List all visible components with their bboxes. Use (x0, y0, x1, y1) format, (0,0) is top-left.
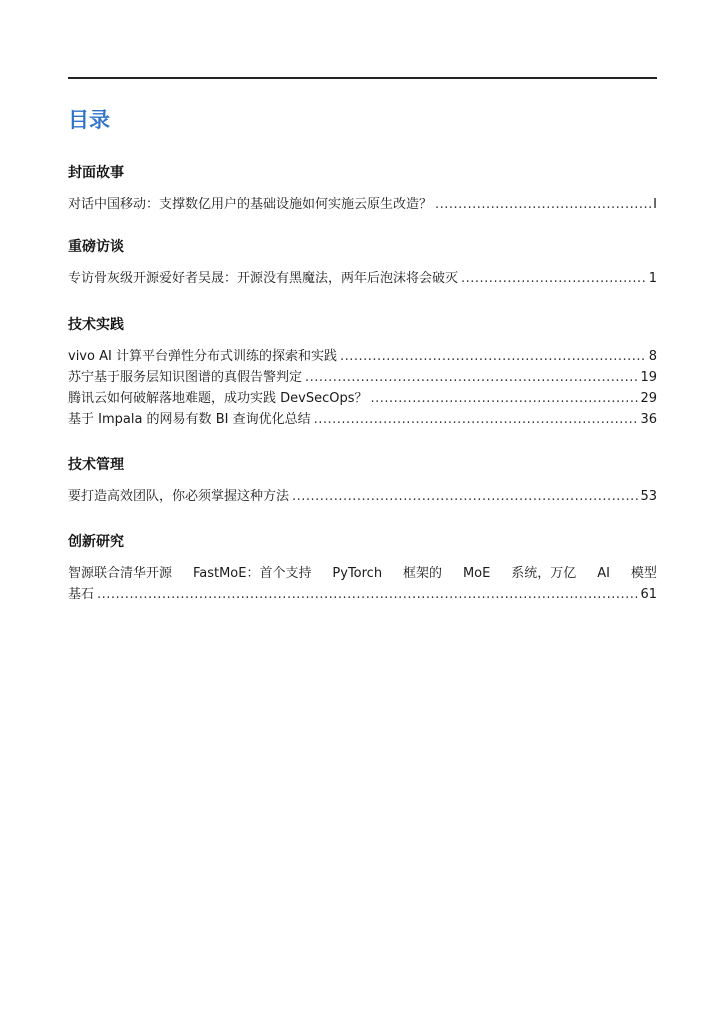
entry-title: 基石 (68, 587, 95, 602)
section-tech-management (68, 455, 657, 507)
entry-title: 苏宁基于服务层知识图谱的真假告警判定 (68, 370, 303, 385)
entry-title-word: 框架的 (403, 566, 443, 581)
entry-title-word: 智源联合清华开源 (68, 566, 173, 581)
toc-entry[interactable] (68, 367, 657, 388)
entry-title: vivo AI 计算平台弹性分布式训练的探索和实践 (68, 349, 337, 364)
entry-title: 要打造高效团队，你必须掌握这种方法 (68, 489, 290, 504)
entry-title-word: 模型 (630, 566, 657, 581)
entry-page: 53 (640, 489, 657, 504)
toc-entry[interactable] (68, 194, 657, 215)
section-heading: 创新研究 (68, 534, 124, 550)
entry-title: 基于 Impala 的网易有数 BI 查询优化总结 (68, 412, 311, 427)
dot-leader (461, 268, 647, 289)
section-heading: 重磅访谈 (68, 239, 124, 255)
entry-page: 8 (648, 349, 657, 364)
entry-title: 专访骨灰级开源爱好者吴晟：开源没有黑魔法，两年后泡沫将会破灭 (68, 271, 459, 286)
dot-leader (371, 388, 639, 409)
entry-title-word: MoE (462, 566, 491, 581)
section-innovation-research (68, 532, 657, 605)
entry-title-line1 (68, 563, 657, 584)
toc-entry[interactable] (68, 409, 657, 430)
section-cover-story (68, 163, 657, 215)
section-tech-practice (68, 315, 657, 430)
entry-title-word: AI (597, 566, 610, 581)
entry-title: 腾讯云如何破解落地难题，成功实践 DevSecOps？ (68, 391, 368, 406)
entry-title: 对话中国移动：支撑数亿用户的基础设施如何实施云原生改造？ (68, 197, 433, 212)
section-interview (68, 237, 657, 289)
toc-title: 目录 (68, 108, 110, 132)
entry-page: 1 (648, 271, 657, 286)
dot-leader (340, 346, 647, 367)
entry-title-line2 (68, 584, 657, 605)
dot-leader (97, 584, 638, 605)
entry-title-word: FastMoE：首个支持 (192, 566, 312, 581)
entry-title-word: PyTorch (332, 566, 383, 581)
entry-page: 36 (640, 412, 657, 427)
dot-leader (305, 367, 638, 388)
entry-page: 61 (640, 587, 657, 602)
header-rule (68, 77, 657, 79)
section-heading: 封面故事 (68, 165, 124, 181)
toc-entry[interactable] (68, 486, 657, 507)
entry-page: 29 (640, 391, 657, 406)
toc-entry[interactable] (68, 268, 657, 289)
dot-leader (435, 194, 651, 215)
toc-entry[interactable] (68, 388, 657, 409)
toc-entry[interactable] (68, 563, 657, 605)
section-heading: 技术管理 (68, 457, 124, 473)
toc-entry[interactable] (68, 346, 657, 367)
section-heading: 技术实践 (68, 317, 124, 333)
entry-page: 19 (640, 370, 657, 385)
entry-page: I (653, 197, 657, 212)
dot-leader (314, 409, 639, 430)
entry-title-word: 系统，万亿 (511, 566, 577, 581)
dot-leader (292, 486, 638, 507)
